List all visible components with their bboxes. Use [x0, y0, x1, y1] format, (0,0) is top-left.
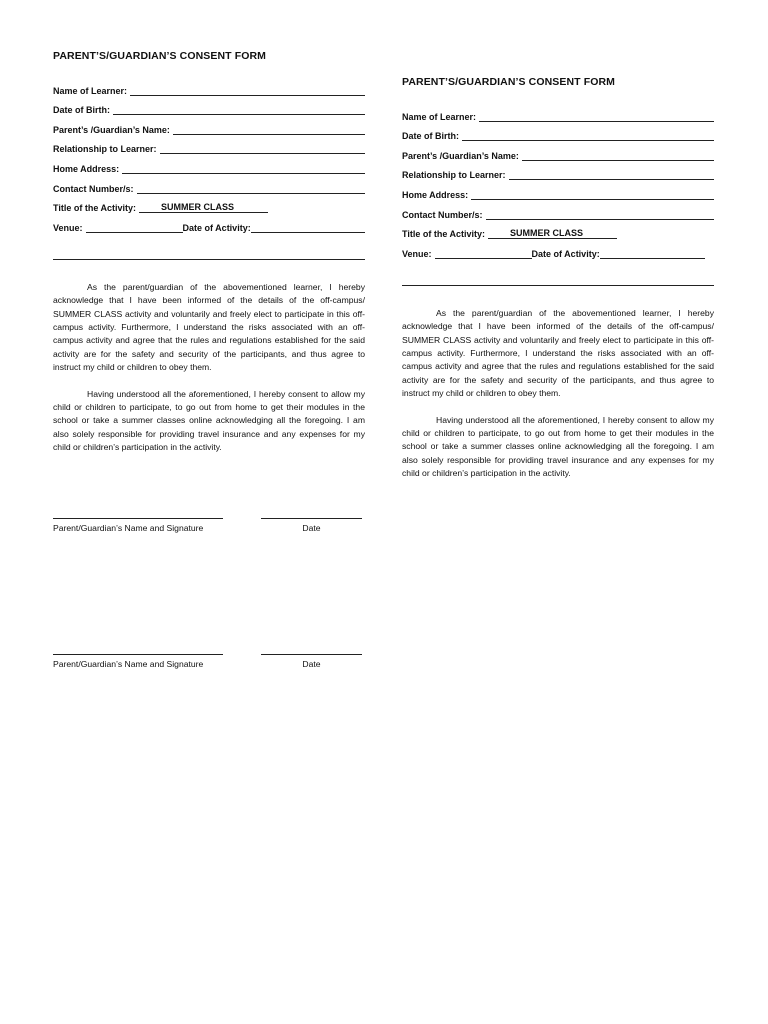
signature-label: Parent/Guardian’s Name and Signature — [53, 523, 204, 533]
home-address-line[interactable] — [471, 188, 714, 200]
title-of-activity-field[interactable] — [53, 194, 365, 214]
contact-number-field[interactable] — [53, 174, 365, 194]
guardian-name-label: Parent’s /Guardian’s Name: — [53, 124, 170, 135]
guardian-name-field[interactable] — [402, 141, 714, 161]
consent-form-left — [53, 50, 365, 455]
consent-paragraph: Having understood all the aforementioned, I hereby consent to allow my child or children to participate, to go out from home to get their modules in the school or take a summer classes online acknowledging all the foregoing. I am also solely responsible for providing travel insurance and any expenses for my child or children’s participation in the activity. — [53, 388, 365, 453]
acknowledgement-paragraph: As the parent/guardian of the abovementioned learner, I hereby acknowledge that I have been informed of the details of the off-campus/ SUMMER CLASS activity and voluntarily and freely elect to participate in this off-campus activity. Furthermore, I understand the risks associated with an off-campus activity and agree that the rules and regulations established for the said activity are for the safety and security of the participants, and thus agree to instruct my child or children to obey them. — [53, 281, 365, 373]
name-of-learner-field[interactable] — [402, 102, 714, 122]
relationship-field[interactable] — [402, 161, 714, 181]
venue-label: Venue: — [402, 248, 432, 259]
name-of-learner-field[interactable] — [53, 76, 365, 96]
relationship-line[interactable] — [160, 142, 365, 154]
date-of-birth-line[interactable] — [462, 129, 714, 141]
home-address-line[interactable] — [122, 162, 365, 174]
venue-label: Venue: — [53, 222, 83, 233]
title-of-activity-line-tail — [585, 227, 617, 239]
date-line[interactable] — [261, 653, 362, 655]
date-of-birth-field[interactable] — [53, 96, 365, 116]
contact-number-line[interactable] — [486, 208, 714, 220]
title-of-activity-line-lead — [139, 201, 159, 213]
date-of-birth-label: Date of Birth: — [402, 131, 459, 142]
date-of-birth-line[interactable] — [113, 103, 365, 115]
form-title: PARENT’S/GUARDIAN’S CONSENT FORM — [53, 50, 267, 62]
contact-number-line[interactable] — [137, 182, 365, 194]
date-of-birth-label: Date of Birth: — [53, 105, 110, 116]
venue-line[interactable] — [86, 221, 183, 233]
venue-date-field[interactable] — [53, 213, 365, 233]
date-label: Date — [302, 659, 321, 669]
consent-paragraph: Having understood all the aforementioned, I hereby consent to allow my child or children to participate, to go out from home to get their modules in the school or take a summer classes online acknowledging all the foregoing. I am also solely responsible for providing travel insurance and any expenses for my child or children’s participation in the activity. — [402, 414, 714, 479]
guardian-name-line[interactable] — [522, 149, 714, 161]
guardian-name-line[interactable] — [173, 123, 365, 135]
contact-number-label: Contact Number/s: — [53, 183, 134, 194]
venue-date-field[interactable] — [402, 239, 714, 259]
date-of-birth-field[interactable] — [402, 122, 714, 142]
date-of-activity-label: Date of Activity: — [182, 222, 251, 233]
title-of-activity-line-tail — [236, 201, 268, 213]
home-address-label: Home Address: — [402, 189, 469, 200]
signature-label: Parent/Guardian’s Name and Signature — [53, 659, 204, 669]
date-label: Date — [302, 523, 321, 533]
relationship-label: Relationship to Learner: — [402, 170, 506, 181]
title-of-activity-label: Title of the Activity: — [402, 229, 486, 240]
separator-line — [402, 285, 714, 286]
name-of-learner-line[interactable] — [130, 84, 365, 96]
form-title: PARENT’S/GUARDIAN’S CONSENT FORM — [402, 76, 616, 88]
title-of-activity-field[interactable] — [402, 220, 714, 240]
guardian-name-label: Parent’s /Guardian’s Name: — [402, 150, 519, 161]
separator-line — [53, 259, 365, 260]
acknowledgement-paragraph: As the parent/guardian of the abovementioned learner, I hereby acknowledge that I have been informed of the details of the off-campus/ SUMMER CLASS activity and voluntarily and freely elect to participate in this off-campus activity. Furthermore, I understand the risks associated with an off-campus activity and agree that the rules and regulations established for the said activity are for the safety and security of the participants, and thus agree to instruct my child or children to obey them. — [402, 307, 714, 399]
name-of-learner-label: Name of Learner: — [402, 111, 477, 122]
title-of-activity-line-lead — [488, 227, 508, 239]
guardian-name-field[interactable] — [53, 115, 365, 135]
home-address-field[interactable] — [402, 180, 714, 200]
title-of-activity-value[interactable]: SUMMER CLASS — [510, 228, 584, 239]
venue-line[interactable] — [435, 247, 532, 259]
title-of-activity-value[interactable]: SUMMER CLASS — [161, 202, 235, 213]
relationship-line[interactable] — [509, 168, 714, 180]
date-of-activity-label: Date of Activity: — [531, 248, 600, 259]
relationship-label: Relationship to Learner: — [53, 144, 157, 155]
date-line[interactable] — [261, 517, 362, 519]
date-of-activity-line[interactable] — [600, 247, 705, 259]
signature-line[interactable] — [53, 653, 223, 655]
name-of-learner-label: Name of Learner: — [53, 85, 128, 96]
contact-number-field[interactable] — [402, 200, 714, 220]
date-of-activity-line[interactable] — [251, 221, 365, 233]
contact-number-label: Contact Number/s: — [402, 209, 483, 220]
title-of-activity-label: Title of the Activity: — [53, 203, 137, 214]
home-address-label: Home Address: — [53, 163, 120, 174]
home-address-field[interactable] — [53, 154, 365, 174]
signature-block-2 — [53, 653, 365, 669]
relationship-field[interactable] — [53, 135, 365, 155]
consent-form-right — [402, 76, 714, 481]
signature-line[interactable] — [53, 517, 223, 519]
name-of-learner-line[interactable] — [479, 110, 714, 122]
signature-block-1 — [53, 517, 365, 533]
